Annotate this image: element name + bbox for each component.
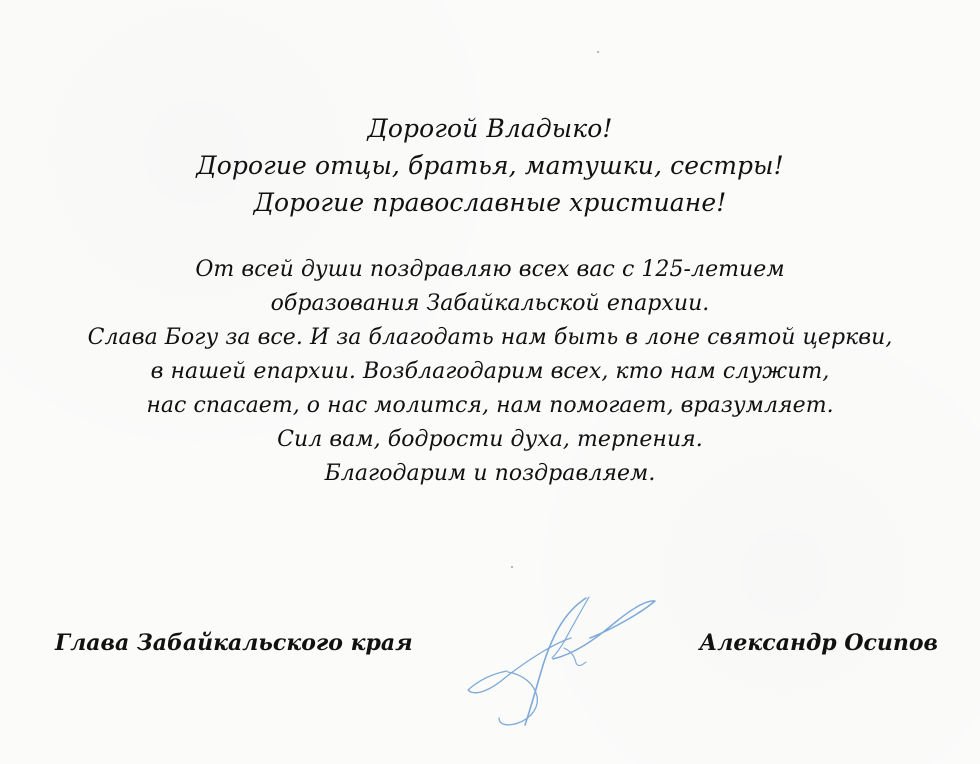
message-line: Сил вам, бодрости духа, терпения. [277, 427, 703, 452]
handwritten-signature [462, 580, 672, 735]
greeting-line: Дорогие православные христиане! [253, 188, 727, 217]
signer-name: Александр Осипов [699, 630, 938, 656]
message-line: Слава Богу за все. И за благодать нам быть в лоне святой церкви, [87, 325, 893, 350]
message-line: Благодарим и поздравляем. [324, 461, 656, 486]
greeting-line: Дорогие отцы, братья, матушки, сестры! [196, 151, 784, 180]
greeting-line: Дорогой Владыко! [367, 114, 613, 143]
paper-speck [597, 51, 599, 53]
message-line: От всей души поздравляю всех вас с 125-летием [195, 257, 785, 282]
signer-position: Глава Забайкальского края [55, 630, 413, 656]
message-body [0, 253, 980, 491]
paper-speck [511, 566, 513, 568]
message-line: образования Забайкальской епархии. [270, 291, 710, 316]
message-line: нас спасает, о нас молится, нам помогает, вразумляет. [146, 393, 834, 418]
message-line: в нашей епархии. Возблагодарим всех, кто нам служит, [150, 359, 830, 384]
greeting-block [0, 110, 980, 221]
